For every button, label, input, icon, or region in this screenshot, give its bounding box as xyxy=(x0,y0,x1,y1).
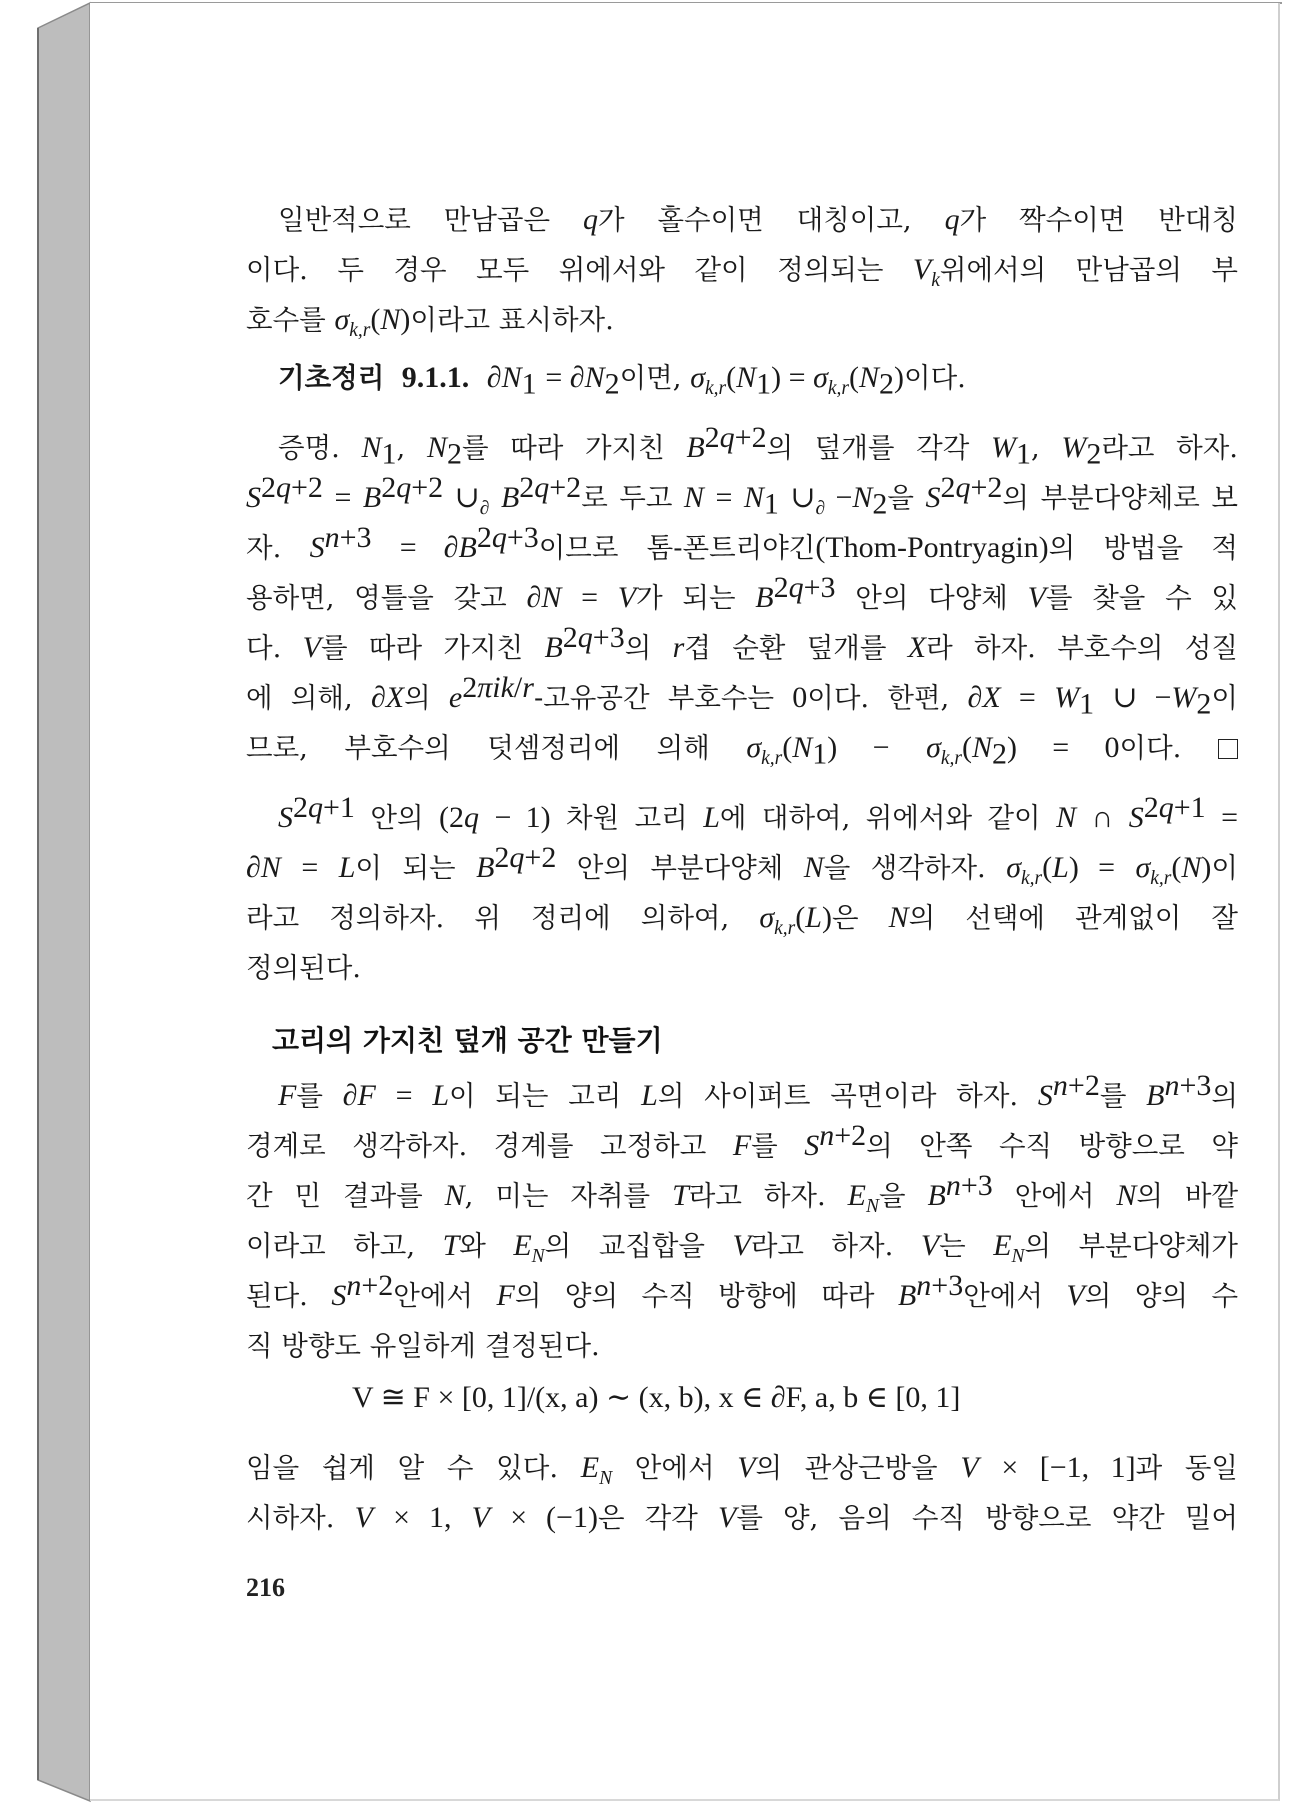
book-spine-face xyxy=(38,3,90,1801)
text-line: 에 의해, ∂X의 $e^{2\pi ik/r}-$고유공간 부호수는 0이다. 한편, $\partial X = W_1$ ∪ $-W_2$이 xyxy=(246,670,1238,721)
text-line: 이라고 하고, T와 $E_N$의 교집합을 V라고 하자. V는 $E_N$의 부분다양체가 xyxy=(246,1229,1238,1267)
text-line: $S^{2q+2} = B^{2q+2}$ $\cup_\partial$ $B^{2q+2}$로 두고 $N = N_1$ $\cup_\partial -N_2$을 $S^{2q+2}$의 부분다양체로 보 xyxy=(246,470,1238,521)
text-line: 므로, 부호수의 덧셈정리에 의해 $\sigma_{k,r}(N_1) - \sigma_{k,r}(N_2) = 0$이다. xyxy=(246,728,1238,768)
thom-pontryagin-text: (Thom-Pontryagin) xyxy=(815,531,1049,564)
text-line: $S^{2q+1}$ 안의 (2q − 1) 차원 고리 L에 대하여, 위에서와 같이 N ∩ $S^{2q+1}$ = xyxy=(278,790,1239,834)
theorem-label: 기초정리 xyxy=(278,362,385,394)
text-line: 일반적으로 만남곱은 q가 홀수이면 대칭이고, q가 짝수이면 반대칭 xyxy=(278,203,1238,236)
text-line: 경계로 생각하자. 경계를 고정하고 F를 $S^{n+2}$의 안쪽 수직 방향으로 약 xyxy=(246,1118,1238,1162)
text-line: 직 방향도 유일하게 결정된다. xyxy=(246,1330,600,1362)
section-title: 고리의 가지친 덮개 공간 만들기 xyxy=(272,1024,663,1057)
qed-symbol xyxy=(1218,739,1238,759)
proof-label: 증명. xyxy=(278,432,340,464)
text-line: 용하면, 영틀을 갖고 ∂N = V가 되는 $B^{2q+3}$ 안의 다양체 V를 찾을 수 있 xyxy=(246,570,1238,614)
text-line: 호수를 $\sigma_{k,r}(N)$이라고 표시하자. xyxy=(246,303,614,341)
text-line: 임을 쉽게 알 수 있다. $E_N$ 안에서 V의 관상근방을 V × [−1, 1]과 동일 xyxy=(246,1451,1238,1489)
text-line: 증명. $N_1$, $N_2$를 따라 가지친 $B^{2q+2}$의 덮개를 각각 $W_1$, $W_2$라고 하자. xyxy=(278,420,1238,471)
text-line: 이다. 두 경우 모두 위에서와 같이 정의되는 $V_k$위에서의 만남곱의 부 xyxy=(246,253,1238,291)
text-line: 시하자. V × 1, V × (−1)은 각각 V를 양, 음의 수직 방향으로 약간 밀어 xyxy=(246,1501,1238,1534)
text-line: 라고 정의하자. 위 정리에 의하여, $\sigma_{k,r}(L)$은 N의 선택에 관계없이 잘 xyxy=(246,901,1239,939)
text-line: ∂N = L이 되는 $B^{2q+2}$ 안의 부분다양체 N을 생각하자. $\sigma_{k,r}(L) = \sigma_{k,r}(N)$이 xyxy=(246,840,1238,889)
text-line: 간 민 결과를 N, 미는 자취를 T라고 하자. $E_N$을 $B^{n+3}$ 안에서 N의 바깥 xyxy=(246,1168,1239,1217)
theorem-number: 9.1.1. xyxy=(401,361,470,394)
text-line: F를 ∂F = L이 되는 고리 L의 사이퍼트 곡면이라 하자. $S^{n+2}$를 $B^{n+3}$의 xyxy=(278,1068,1238,1112)
page-number: 216 xyxy=(246,1573,285,1602)
text-line: 정의된다. xyxy=(246,952,362,984)
book-page xyxy=(90,3,1280,1801)
text-line: 자. $S^{n+3} = \partial B^{2q+3}$이므로 톰-폰트리야긴(Thom-Pontryagin)의 방법을 적 xyxy=(246,520,1238,564)
display-equation: V ≅ F × [0, 1]/(x, a) ∼ (x, b), x ∈ ∂F, a, b ∈ [0, 1] xyxy=(352,1381,961,1414)
text-line: 다. V를 따라 가지친 $B^{2q+3}$의 r겹 순환 덮개를 X라 하자. 부호수의 성질 xyxy=(246,620,1238,664)
theorem-line: 기초정리 9.1.1. $\partial N_1 = \partial N_2$이면, $\sigma_{k,r}(N_1) = \sigma_{k,r}(N_2)$이다. xyxy=(278,361,966,401)
text-line: 된다. $S^{n+2}$안에서 F의 양의 수직 방향에 따라 $B^{n+3}$안에서 V의 양의 수 xyxy=(246,1268,1239,1312)
